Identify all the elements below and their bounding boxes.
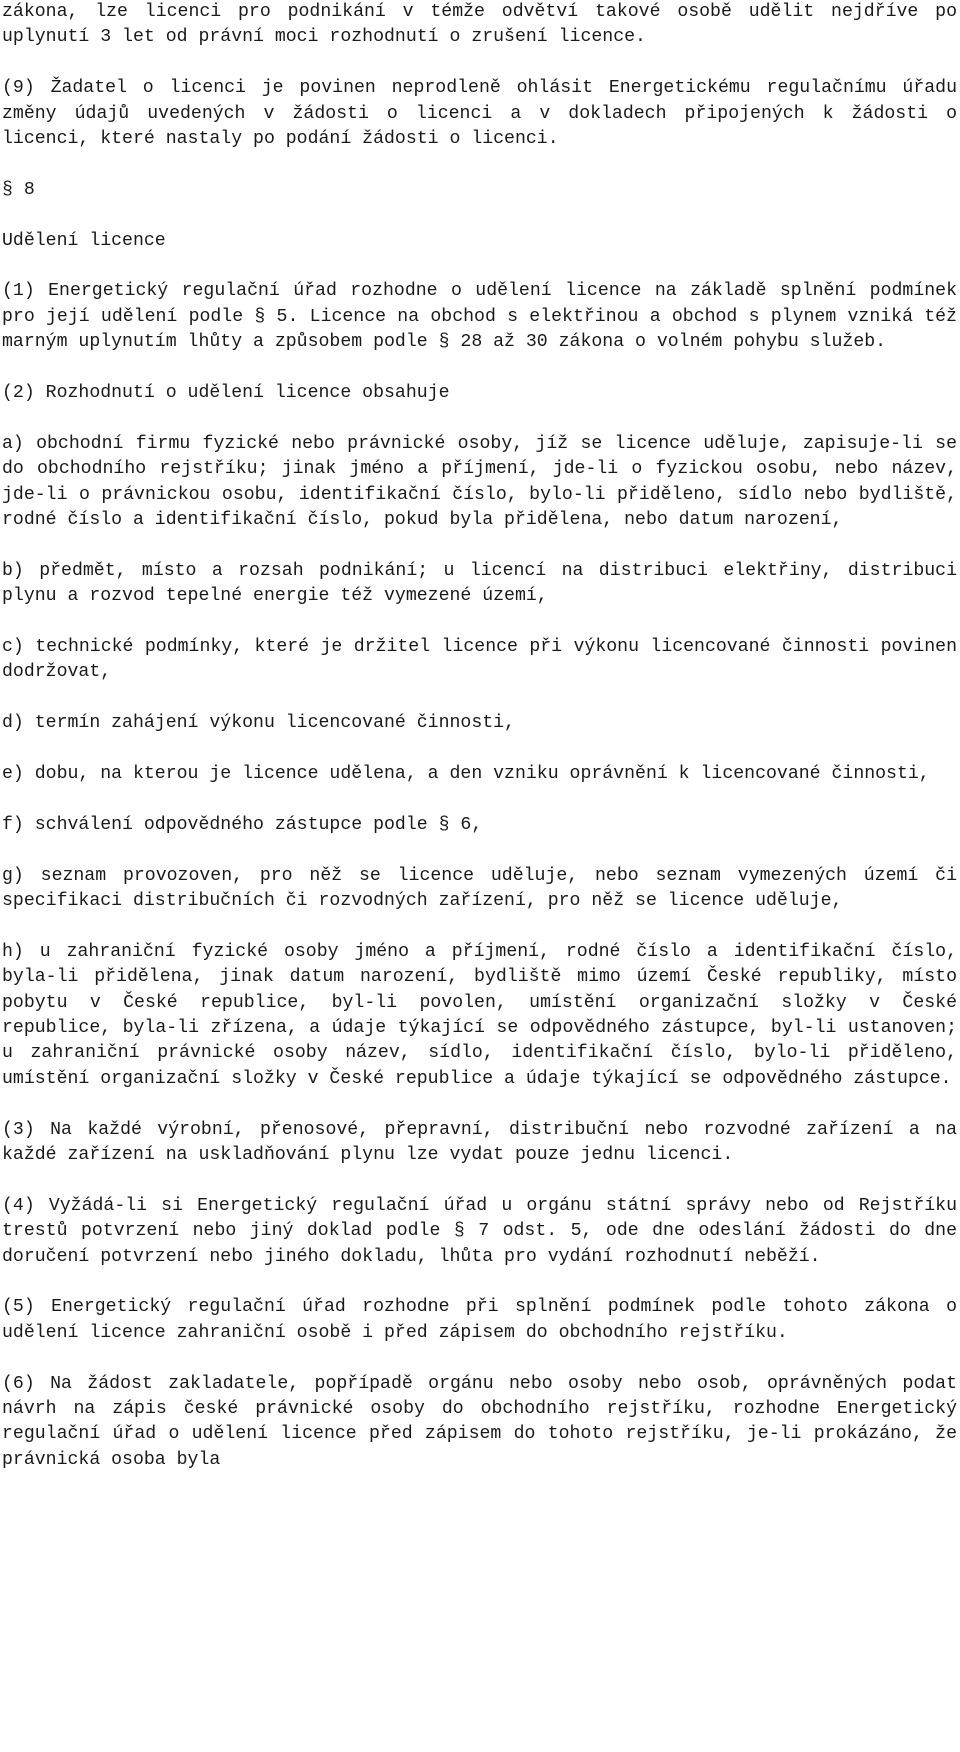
section-title: Udělení licence	[2, 230, 166, 251]
paragraph-1: (1) Energetický regulační úřad rozhodne o udělení licence na základě splnění podmínek pro její udělení podle § 5. Licence na obchod s elektřinou a obchod s plynem vzniká též marným uplynutím lhůty a způsobem podle § 28 až 30 zákona o volném pohybu služeb.	[2, 281, 957, 353]
paragraph-zakona-continuation: zákona, lze licenci pro podnikání v témže odvětví takové osobě udělit nejdříve po uplynutí 3 let od právní moci rozhodnutí o zrušení licence.	[2, 2, 957, 48]
list-item-f: f) schválení odpovědného zástupce podle § 6,	[2, 814, 483, 835]
paragraph-2: (2) Rozhodnutí o udělení licence obsahuje	[2, 383, 450, 404]
document-page	[2, 0, 957, 1473]
list-item-b: b) předmět, místo a rozsah podnikání; u licencí na distribuci elektřiny, distribuci plynu a rozvod tepelné energie též vymezené území,	[2, 560, 957, 607]
list-item-e: e) dobu, na kterou je licence udělena, a den vzniku oprávnění k licencované činnosti,	[2, 764, 930, 785]
paragraph-6: (6) Na žádost zakladatele, popřípadě orgánu nebo osoby nebo osob, oprávněných podat návrh na zápis české právnické osoby do obchodního rejstříku, rozhodne Energetický regulační úřad o udělení licence před zápisem do tohoto rejstříku, je-li prokázáno, že právnická osoba byla	[2, 1373, 957, 1470]
paragraph-3: (3) Na každé výrobní, přenosové, přepravní, distribuční nebo rozvodné zařízení a na každé zařízení na uskladňování plynu lze vydat pouze jednu licenci.	[2, 1119, 957, 1166]
list-item-g: g) seznam provozoven, pro něž se licence uděluje, nebo seznam vymezených území či specifikaci distribučních či rozvodných zařízení, pro něž se licence uděluje,	[2, 865, 957, 912]
paragraph-4: (4) Vyžádá-li si Energetický regulační úřad u orgánu státní správy nebo od Rejstříku trestů potvrzení nebo jiný doklad podle § 7 odst. 5, ode dne odeslání žádosti do dne doručení potvrzení nebo jiného dokladu, lhůta pro vydání rozhodnutí neběží.	[2, 1195, 957, 1267]
paragraph-9: (9) Žadatel o licenci je povinen neprodleně ohlásit Energetickému regulačnímu úřadu změny údajů uvedených v žádosti o licenci a v dokladech připojených k žádosti o licenci, které nastaly po podání žádosti o licenci.	[2, 78, 957, 150]
paragraph-5: (5) Energetický regulační úřad rozhodne při splnění podmínek podle tohoto zákona o udělení licence zahraniční osobě i před zápisem do obchodního rejstříku.	[2, 1297, 957, 1343]
section-number: § 8	[2, 179, 35, 200]
list-item-a: a) obchodní firmu fyzické nebo právnické osoby, jíž se licence uděluje, zapisuje-li se do obchodního rejstříku; jinak jméno a příjmení, jde-li o fyzickou osobu, nebo název, jde-li o právnickou osobu, identifikační číslo, bylo-li přiděleno, sídlo nebo bydliště, rodné číslo a identifikační číslo, pokud byla přidělena, nebo datum narození,	[2, 433, 957, 531]
list-item-d: d) termín zahájení výkonu licencované činnosti,	[2, 713, 515, 734]
list-item-h: h) u zahraniční fyzické osoby jméno a příjmení, rodné číslo a identifikační číslo, byla-li přidělena, jinak datum narození, bydliště mimo území České republiky, místo pobytu v České republice, byl-li povolen, umístění organizační složky v České republice, byla-li zřízena, a údaje týkající se odpovědného zástupce, byl-li ustanoven; u zahraniční právnické osoby název, sídlo, identifikační číslo, bylo-li přiděleno, umístění organizační složky v České republice a údaje týkající se odpovědného zástupce.	[2, 941, 957, 1089]
list-item-c: c) technické podmínky, které je držitel licence při výkonu licencované činnosti povinen dodržovat,	[2, 637, 957, 683]
